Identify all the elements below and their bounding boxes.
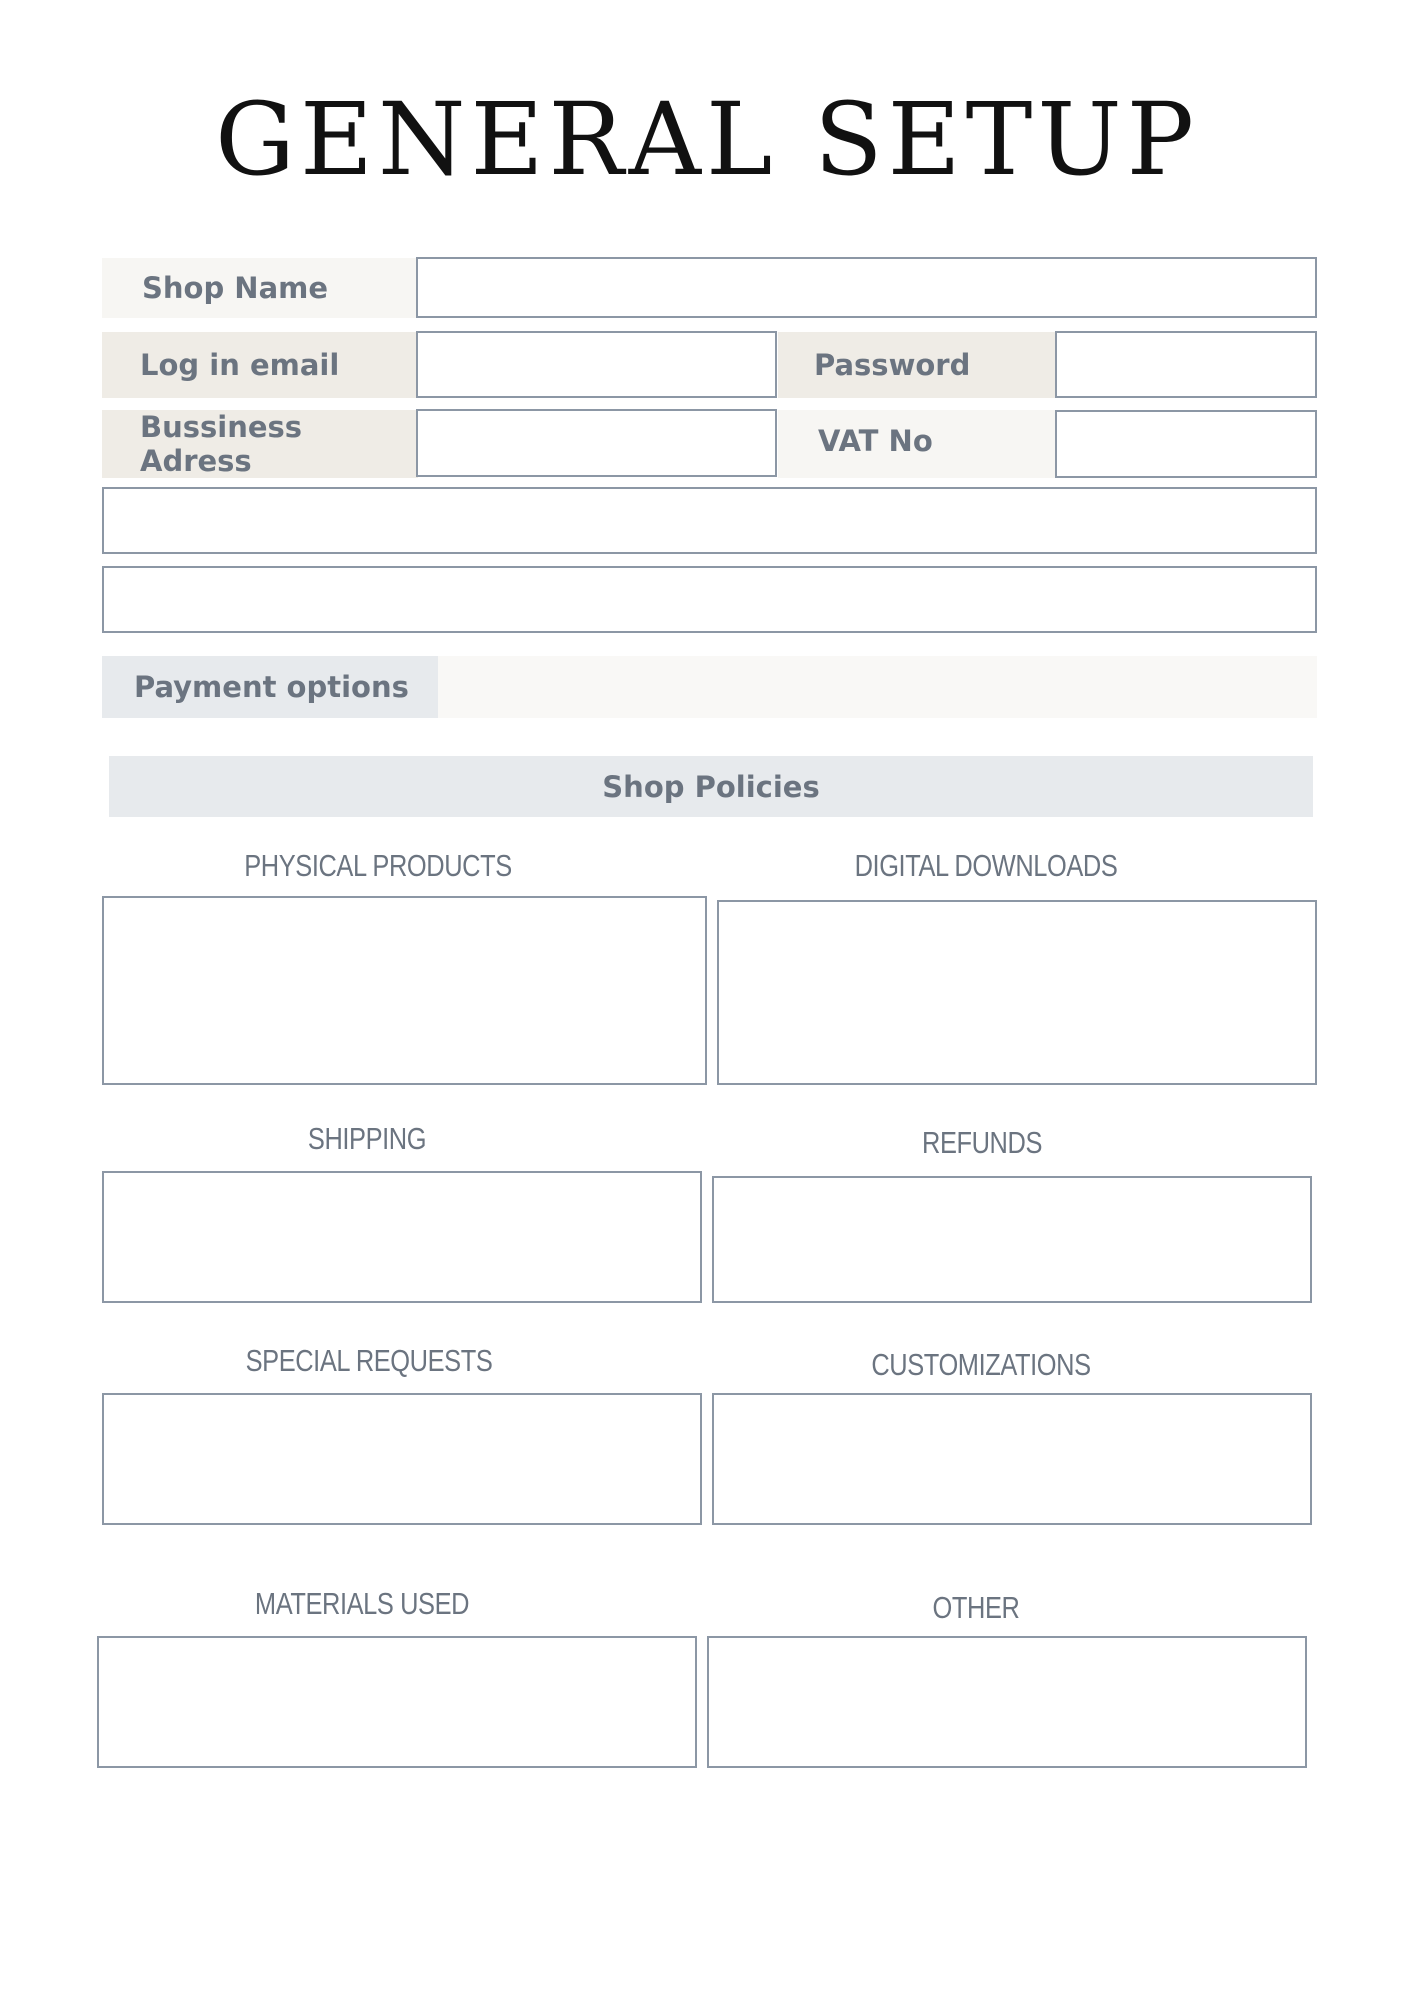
physical-products-box[interactable]: [102, 896, 707, 1085]
digital-downloads-box[interactable]: [717, 900, 1317, 1085]
address-line-2-field[interactable]: [102, 487, 1317, 554]
business-address-field[interactable]: [416, 409, 777, 477]
other-label: OTHER: [932, 1590, 1020, 1625]
business-address-label: Bussiness Adress: [102, 410, 418, 478]
payment-options-label: Payment options: [102, 656, 438, 718]
password-label: Password: [778, 332, 1056, 398]
refunds-label: REFUNDS: [921, 1125, 1043, 1160]
vat-label: VAT No: [778, 410, 1056, 478]
shipping-label: SHIPPING: [307, 1121, 427, 1156]
materials-used-label: MATERIALS USED: [254, 1586, 470, 1621]
customizations-box[interactable]: [712, 1393, 1312, 1525]
special-requests-label: SPECIAL REQUESTS: [245, 1343, 493, 1378]
shop-policies-heading: Shop Policies: [109, 756, 1313, 817]
payment-options-field[interactable]: [438, 656, 1317, 718]
other-box[interactable]: [707, 1636, 1307, 1768]
shop-name-field[interactable]: [416, 257, 1317, 318]
shipping-box[interactable]: [102, 1171, 702, 1303]
login-email-label: Log in email: [102, 332, 418, 398]
customizations-label: CUSTOMIZATIONS: [871, 1347, 1091, 1382]
refunds-box[interactable]: [712, 1176, 1312, 1303]
materials-used-box[interactable]: [97, 1636, 697, 1768]
address-line-3-field[interactable]: [102, 566, 1317, 633]
login-email-field[interactable]: [416, 331, 777, 398]
digital-downloads-label: DIGITAL DOWNLOADS: [854, 848, 1118, 883]
password-field[interactable]: [1055, 331, 1317, 398]
shop-name-label: Shop Name: [102, 258, 418, 318]
physical-products-label: PHYSICAL PRODUCTS: [244, 848, 512, 883]
special-requests-box[interactable]: [102, 1393, 702, 1525]
page-title: GENERAL SETUP: [215, 81, 1199, 198]
vat-field[interactable]: [1055, 410, 1317, 478]
